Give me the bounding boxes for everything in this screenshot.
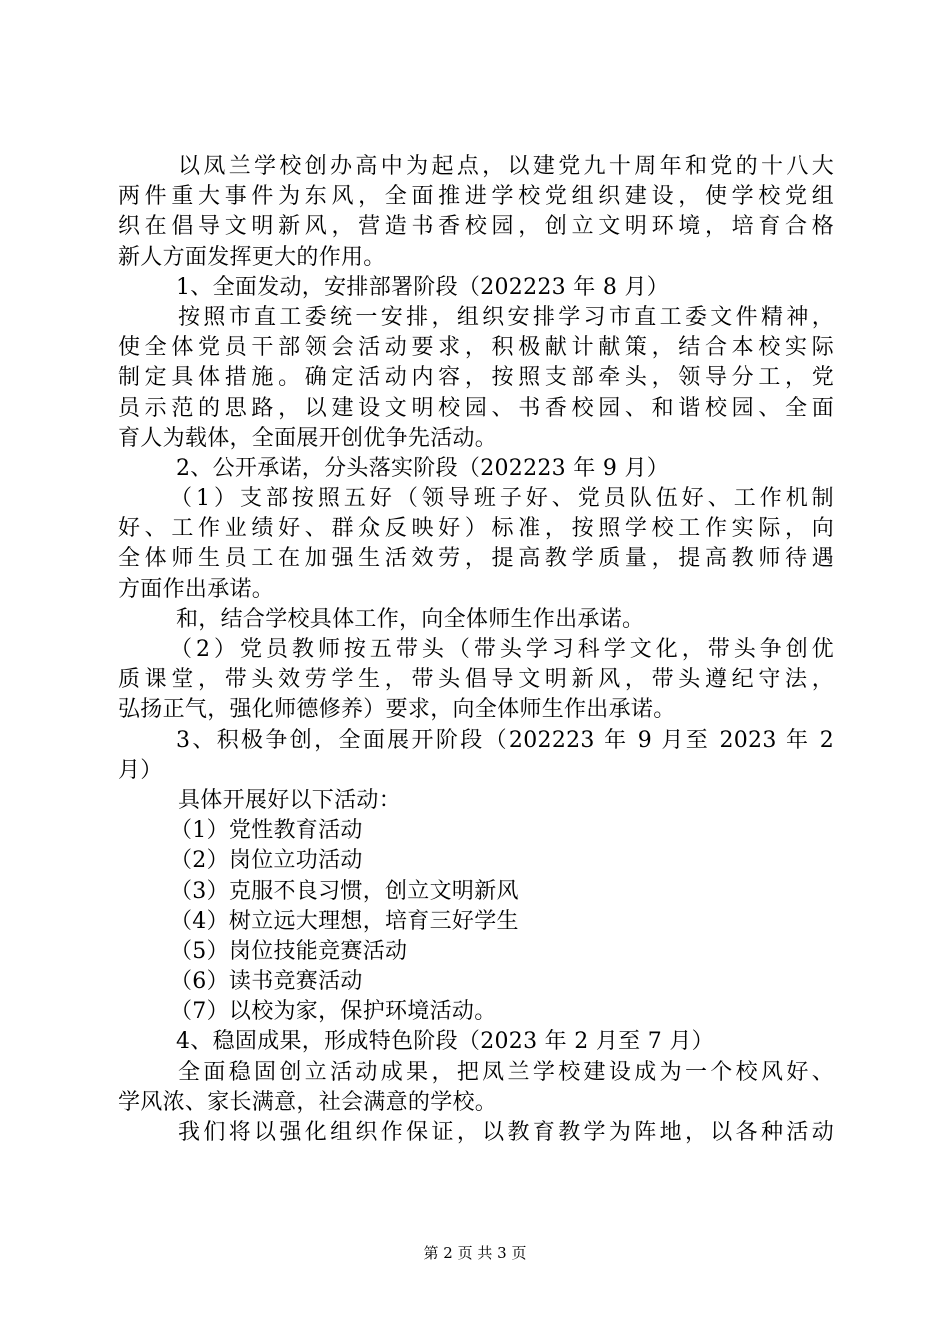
paragraph-line: 全面稳固创立活动成果，把凤兰学校建设成为一个校风好、 bbox=[178, 1059, 834, 1085]
paragraph-line: 按照市直工委统一安排，组织安排学习市直工委文件精神， bbox=[178, 304, 834, 330]
paragraph-line: （1）支部按照五好（领导班子好、党员队伍好、工作机制 bbox=[170, 486, 834, 512]
list-item: （6）读书竞赛活动 bbox=[170, 969, 363, 995]
paragraph-line: 员示范的思路，以建设文明校园、书香校园、和谐校园、全面 bbox=[118, 395, 834, 421]
section-heading-4: 4、稳固成果，形成特色阶段（2023 年 2 月至 7 月） bbox=[176, 1029, 714, 1055]
paragraph-line: 全体师生员工在加强生活效劳，提高教学质量，提高教师待遇 bbox=[118, 546, 834, 572]
list-item: （7）以校为家，保护环境活动。 bbox=[170, 999, 497, 1025]
paragraph-line: 织在倡导文明新风，营造书香校园，创立文明环境，培育合格 bbox=[118, 214, 834, 240]
paragraph-line: 月） bbox=[118, 757, 163, 783]
list-item: （3）克服不良习惯，创立文明新风 bbox=[170, 878, 519, 904]
paragraph-line: 制定具体措施。确定活动内容，按照支部牵头，领导分工，党 bbox=[118, 365, 834, 391]
paragraph-line: 质课堂，带头效劳学生，带头倡导文明新风，带头遵纪守法， bbox=[118, 667, 834, 693]
paragraph-line: 学风浓、家长满意，社会满意的学校。 bbox=[118, 1089, 498, 1115]
paragraph-line: 方面作出承诺。 bbox=[118, 576, 275, 602]
list-item: （1）党性教育活动 bbox=[170, 818, 363, 844]
list-item: （5）岗位技能竞赛活动 bbox=[170, 938, 408, 964]
paragraph-line: 我们将以强化组织作保证，以教育教学为阵地，以各种活动 bbox=[178, 1120, 834, 1145]
section-heading-3: 3、积极争创，全面展开阶段（202223 年 9 月至 2023 年 2 bbox=[176, 727, 834, 753]
paragraph-line: 新人方面发挥更大的作用。 bbox=[118, 244, 386, 270]
paragraph-line: 弘扬正气，强化师德修养）要求，向全体师生作出承诺。 bbox=[118, 697, 676, 723]
document-body bbox=[118, 152, 834, 1148]
section-heading-2: 2、公开承诺，分头落实阶段（202223 年 9 月） bbox=[176, 455, 670, 481]
section-heading-1: 1、全面发动，安排部署阶段（202223 年 8 月） bbox=[176, 274, 670, 300]
paragraph-line: 和，结合学校具体工作，向全体师生作出承诺。 bbox=[176, 606, 645, 632]
paragraph-line: 以凤兰学校创办高中为起点，以建党九十周年和党的十八大 bbox=[178, 154, 834, 179]
list-item: （2）岗位立功活动 bbox=[170, 848, 363, 874]
paragraph-line: 育人为载体，全面展开创优争先活动。 bbox=[118, 425, 498, 451]
paragraph-line: （2）党员教师按五带头（带头学习科学文化，带头争创优 bbox=[170, 637, 834, 662]
paragraph-line: 使全体党员干部领会活动要求，积极献计献策，结合本校实际 bbox=[118, 335, 834, 361]
page-number-footer: 第 2 页 共 3 页 bbox=[423, 1244, 527, 1262]
paragraph-line: 好、工作业绩好、群众反映好）标准，按照学校工作实际，向 bbox=[118, 516, 834, 542]
list-item: （4）树立远大理想，培育三好学生 bbox=[170, 908, 519, 934]
paragraph-line: 具体开展好以下活动： bbox=[178, 787, 402, 813]
paragraph-line: 两件重大事件为东风，全面推进学校党组织建设，使学校党组 bbox=[118, 184, 834, 210]
